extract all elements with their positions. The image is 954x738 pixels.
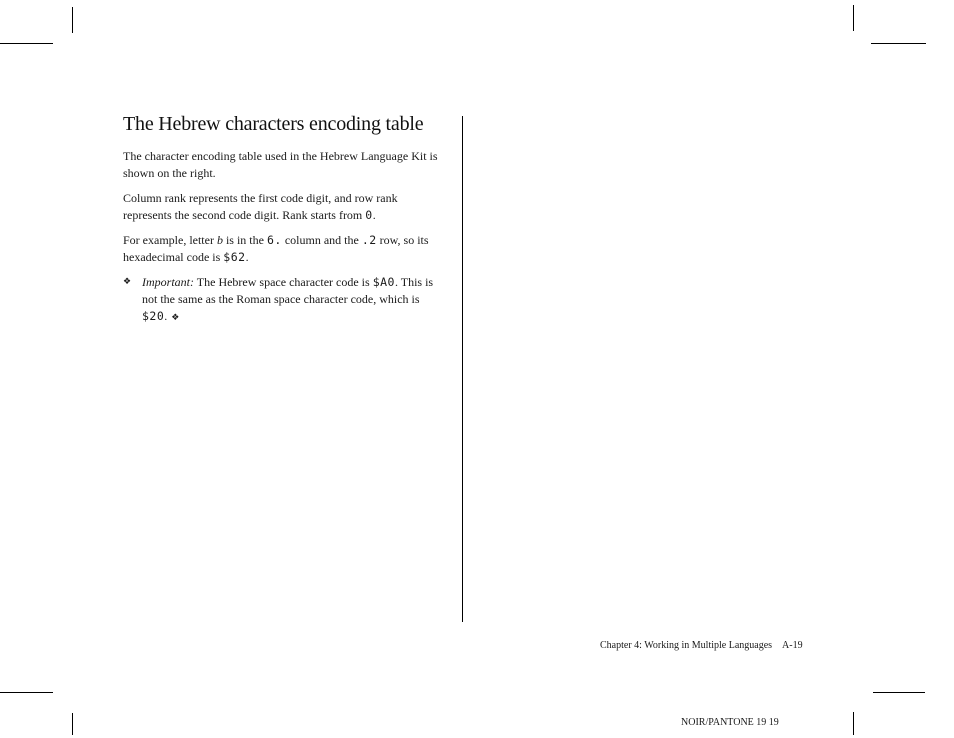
note-text: The Hebrew space character code is xyxy=(194,275,373,289)
note-text: . This is not the same as the Roman space character code, which is xyxy=(142,275,434,306)
paragraph-text: is in the xyxy=(222,233,267,247)
crop-mark-bottom-right-vertical xyxy=(853,712,854,735)
code-column: 6. xyxy=(266,233,282,247)
paragraph-column-rank xyxy=(123,190,445,224)
paragraph-text: row, so its hexadecimal code is xyxy=(123,233,429,264)
page-number: A-19 xyxy=(782,640,803,651)
example-letter: b xyxy=(216,233,223,247)
note-text: . xyxy=(164,309,168,323)
paragraph-text: Column rank represents the first code digit, and row rank represents the second code digit. Rank starts from xyxy=(123,191,398,222)
code-hex: $62 xyxy=(223,250,246,264)
paragraph-intro: The character encoding table used in the Hebrew Language Kit is shown on the right. xyxy=(123,149,438,180)
section-title: The Hebrew characters encoding table xyxy=(123,113,424,135)
left-column xyxy=(123,112,445,327)
paragraph-example xyxy=(123,232,445,266)
crop-mark-top-right-vertical xyxy=(853,5,854,31)
crop-mark-bottom-right-horizontal xyxy=(873,692,925,693)
note-end-diamond-icon: ❖ xyxy=(171,313,180,323)
crop-mark-bottom-left-horizontal xyxy=(0,692,53,693)
crop-mark-top-right-horizontal xyxy=(871,43,926,44)
note-diamond-icon: ❖ xyxy=(123,277,132,287)
paragraph-text: column and the xyxy=(281,233,362,247)
footer-chapter: Chapter 4: Working in Multiple Languages xyxy=(600,640,773,651)
code-value: 0 xyxy=(365,208,373,222)
important-note xyxy=(123,274,445,327)
crop-mark-top-left-horizontal xyxy=(0,43,53,44)
crop-mark-bottom-left-vertical xyxy=(72,713,73,735)
code-row: .2 xyxy=(361,233,377,247)
code-hebrew-space: $A0 xyxy=(372,275,395,289)
paragraph-punctuation: . xyxy=(372,208,376,222)
page-footer xyxy=(600,639,803,653)
paragraph-text: For example, letter xyxy=(123,233,217,247)
column-divider-rule xyxy=(462,116,463,622)
crop-mark-top-left-vertical xyxy=(72,7,73,33)
code-roman-space: $20 xyxy=(142,309,165,323)
note-label: Important: xyxy=(142,275,194,289)
paragraph-punctuation: . xyxy=(245,250,249,264)
print-slug: NOIR/PANTONE 19 19 xyxy=(681,717,779,728)
